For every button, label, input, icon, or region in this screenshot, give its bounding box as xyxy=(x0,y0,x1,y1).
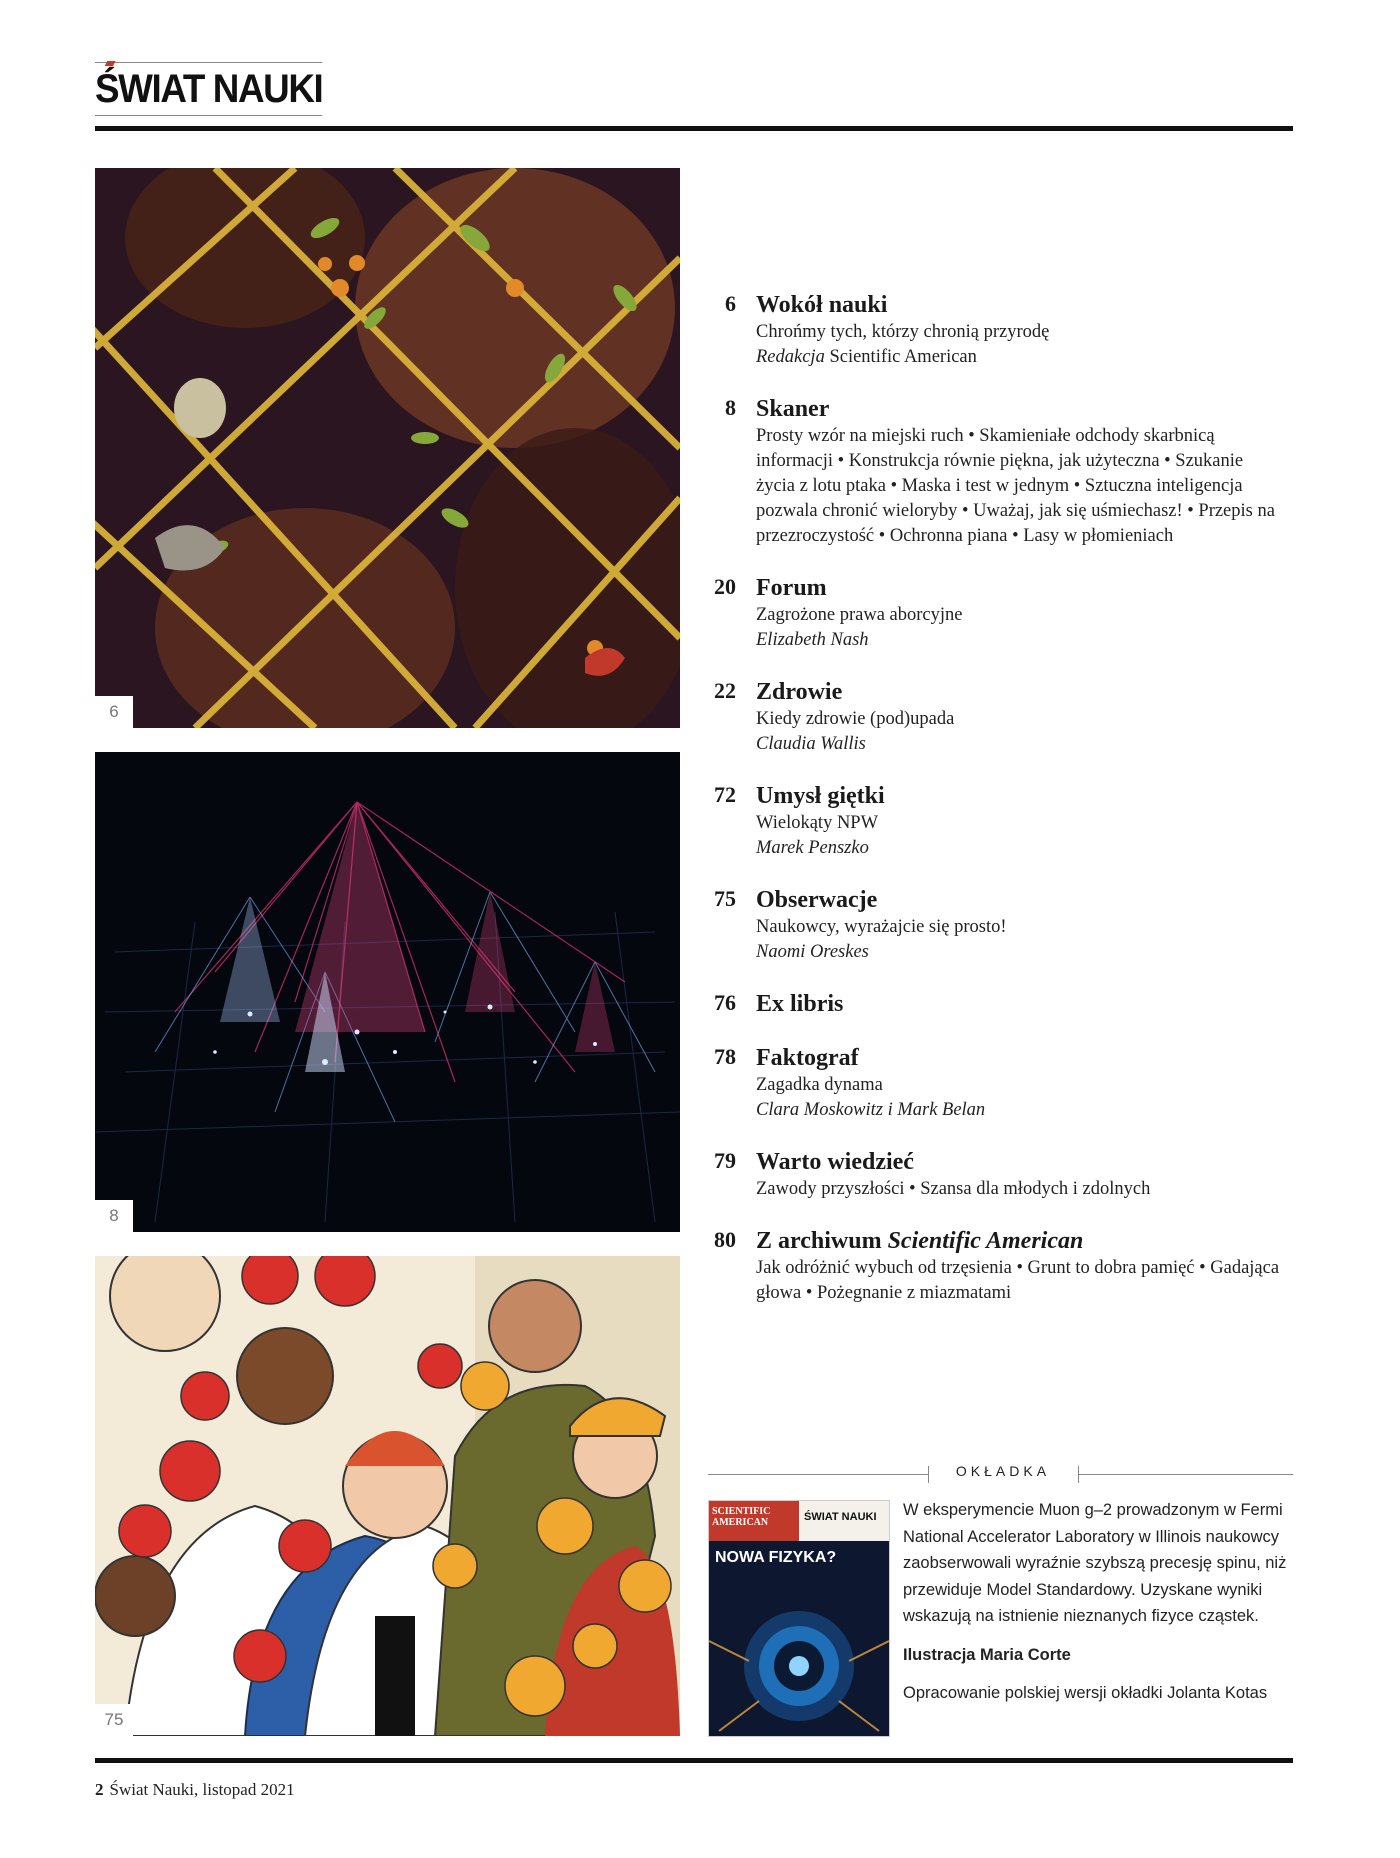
page-footer xyxy=(95,1780,295,1800)
cover-description xyxy=(903,1497,1298,1707)
toc-title[interactable]: Ex libris xyxy=(756,991,844,1017)
toc-description: Naukowcy, wyrażajcie się prosto! xyxy=(756,917,1007,937)
toc-page-number: 20 xyxy=(714,574,736,599)
toc-entry-80[interactable] xyxy=(700,1226,1300,1306)
feature-image-nature[interactable] xyxy=(95,168,680,728)
toc-entry-79[interactable] xyxy=(700,1147,1300,1202)
toc-description: Jak odróżnić wybuch od trzęsienia • Grunt to dobra pamięć • Gadająca głowa • Pożegnanie z miazmatami xyxy=(756,1258,1280,1303)
toc-title[interactable]: Z archiwum Scientific American xyxy=(756,1228,1084,1254)
toc-title[interactable]: Faktograf xyxy=(756,1045,859,1071)
masthead xyxy=(95,62,342,116)
top-rule xyxy=(95,126,1293,131)
toc-page-number: 75 xyxy=(714,886,736,911)
cover-brand-right: ŚWIAT NAUKI xyxy=(804,1511,877,1523)
toc-author: Naomi Oreskes xyxy=(756,942,869,962)
cover-label: OKŁADKA xyxy=(955,1463,1051,1479)
toc-description: Chrońmy tych, którzy chronią przyrodę xyxy=(756,322,1050,342)
toc-entry-6[interactable] xyxy=(700,290,1300,370)
toc-title[interactable]: Umysł giętki xyxy=(756,783,885,809)
toc-title[interactable]: Warto wiedzieć xyxy=(756,1149,914,1175)
page-tag: 75 xyxy=(95,1704,133,1736)
toc-title[interactable]: Zdrowie xyxy=(756,679,843,705)
page-tag: 6 xyxy=(95,696,133,728)
cover-header xyxy=(708,1462,1293,1486)
footer-page-number: 2 xyxy=(95,1780,104,1799)
toc-description: Zawody przyszłości • Szansa dla młodych i zdolnych xyxy=(756,1179,1151,1199)
toc-title[interactable]: Wokół nauki xyxy=(756,292,888,318)
feature-image-speech[interactable] xyxy=(95,1256,680,1736)
toc-author: Clara Moskowitz i Mark Belan xyxy=(756,1100,986,1120)
toc-page-number: 76 xyxy=(714,990,736,1015)
footer-text: Świat Nauki, listopad 2021 xyxy=(109,1780,295,1799)
toc-entry-72[interactable] xyxy=(700,781,1300,861)
toc-description: Prosty wzór na miejski ruch • Skamieniałe odchody skarbnicą informacji • Konstrukcja równie piękna, jak użyteczna • Szukanie życia z lotu ptaka • Maska i test w jednym • Sztuczna inteligencja pozwala chronić wieloryby • Uważaj, jak się uśmiechasz! • Przepis na przezroczystość • Ochronna piana • Lasy w płomieniach xyxy=(756,426,1275,546)
toc-page-number: 72 xyxy=(714,782,736,807)
toc-title[interactable]: Forum xyxy=(756,575,827,601)
toc-entry-20[interactable] xyxy=(700,573,1300,653)
divider-tick xyxy=(928,1466,929,1483)
toc-entry-75[interactable] xyxy=(700,885,1300,965)
toc-entry-76[interactable] xyxy=(700,989,1300,1019)
cover-brand-left: SCIENTIFIC AMERICAN xyxy=(712,1506,771,1528)
toc-description: Wielokąty NPW xyxy=(756,813,879,833)
toc-title[interactable]: Obserwacje xyxy=(756,887,878,913)
toc-description: Zagadka dynama xyxy=(756,1075,883,1095)
cover-headline: NOWA FIZYKA? xyxy=(715,1549,837,1566)
cover-thumbnail[interactable] xyxy=(708,1500,890,1737)
table-of-contents xyxy=(700,290,1300,1330)
toc-entry-78[interactable] xyxy=(700,1043,1300,1123)
toc-title[interactable]: Skaner xyxy=(756,396,830,422)
toc-author: Elizabeth Nash xyxy=(756,630,869,650)
bottom-rule xyxy=(95,1758,1293,1763)
toc-page-number: 79 xyxy=(714,1148,736,1173)
toc-page-number: 22 xyxy=(714,678,736,703)
cover-credit-polish: Opracowanie polskiej wersji okładki Jolanta Kotas xyxy=(903,1684,1268,1702)
toc-page-number: 78 xyxy=(714,1044,736,1069)
toc-page-number: 80 xyxy=(714,1227,736,1252)
toc-entry-22[interactable] xyxy=(700,677,1300,757)
toc-description: Zagrożone prawa aborcyjne xyxy=(756,605,963,625)
toc-page-number: 8 xyxy=(725,395,736,420)
toc-entry-8[interactable] xyxy=(700,394,1300,549)
logo[interactable] xyxy=(95,62,322,116)
divider-line xyxy=(708,1474,928,1475)
logo-text: ŚWIAT NAUKI xyxy=(95,67,323,111)
toc-author: Claudia Wallis xyxy=(756,734,866,754)
divider-line xyxy=(1078,1474,1293,1475)
logo-accent xyxy=(105,61,116,66)
toc-page-number: 6 xyxy=(725,291,736,316)
feature-image-network[interactable] xyxy=(95,752,680,1232)
toc-author: Redakcja Scientific American xyxy=(756,347,977,367)
cover-caption: W eksperymencie Muon g–2 prowadzonym w Fermi National Accelerator Laboratory w Illinois naukowcy zaobserwowali wyraźnie szybszą precesję spinu, niż przewiduje Model Standardowy. Uzyskane wyniki wskazują na istnienie nieznanych fizyce cząstek. xyxy=(903,1501,1287,1625)
page-tag: 8 xyxy=(95,1200,133,1232)
toc-description: Kiedy zdrowie (pod)upada xyxy=(756,709,955,729)
cover-credit: Ilustracja Maria Corte xyxy=(903,1645,1071,1664)
toc-author: Marek Penszko xyxy=(756,838,869,858)
